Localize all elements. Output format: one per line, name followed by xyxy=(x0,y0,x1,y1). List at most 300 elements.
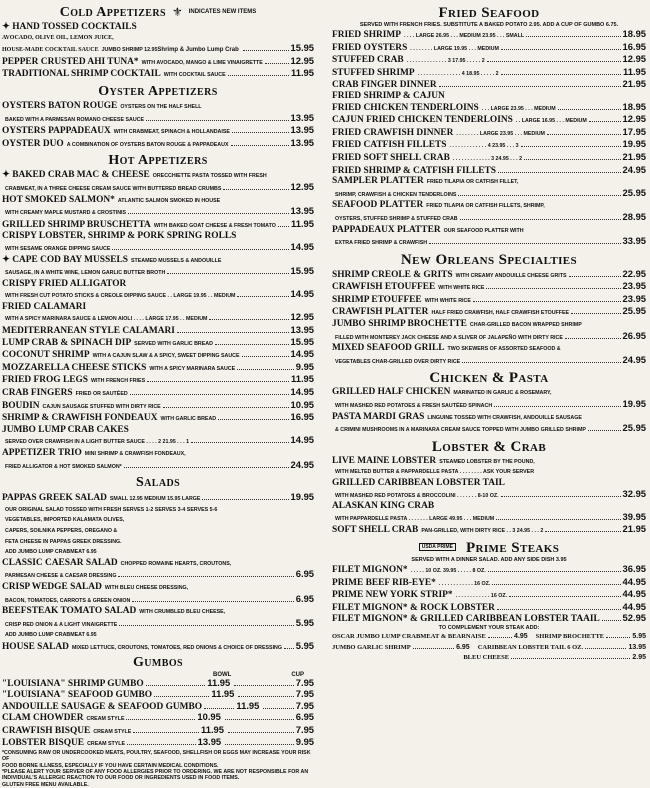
item-price: 7.95 xyxy=(295,723,315,735)
item-price: 28.95 xyxy=(622,210,646,222)
item-name: SHRIMP & CRAWFISH FONDEAUX xyxy=(2,413,158,424)
item-description: & CRIMINI MUSHROOMS IN A MARINARA CREAM SAUCE TOPPED WITH JUMBO GRILLED SHRIMP xyxy=(335,427,586,434)
oyster-appetizers-heading: Oyster Appetizers xyxy=(98,83,218,99)
item-name: FRIED SHRIMP xyxy=(332,30,402,40)
hot-item xyxy=(2,374,314,387)
item-description: WITH CRABMEAT, SPINACH & HOLLANDAISE xyxy=(113,129,230,136)
item-name: SEAFOOD PLATTER xyxy=(332,200,424,211)
dot-leader xyxy=(462,362,620,363)
salad-item xyxy=(2,515,314,526)
item-description: ORECCHIETTE PASTA TOSSED WITH FRESH xyxy=(152,173,267,180)
item-price: 11.95 xyxy=(291,67,314,79)
item-description: SERVED OVER CRAWFISH IN A LIGHT BUTTER SAUCE . . . . 2 21.95 . . . 1 xyxy=(5,439,190,446)
item-description: . . . . . . . . . . . . . 3 24.95 . . . 2 xyxy=(452,155,523,162)
item-description: WITH A CAJUN SLAW & A SPICY, SWEET DIPPING SAUCE xyxy=(92,353,240,360)
hot-item xyxy=(2,170,314,182)
item-price: 15.95 xyxy=(290,42,314,54)
new-orleans-list xyxy=(332,269,646,368)
item-name: FRIED CRAWFISH DINNER xyxy=(332,127,454,138)
salad-item xyxy=(2,505,314,516)
fleur-de-lis-icon: ⚜ xyxy=(171,5,183,19)
item-name: MEDITERRANEAN STYLE CALAMARI xyxy=(2,326,175,337)
item-price: 5.95 xyxy=(295,616,314,628)
dot-leader xyxy=(218,419,288,420)
item-description: WITH A SPICY MARINARA SAUCE xyxy=(149,365,236,372)
item-name: CRAWFISH BISQUE xyxy=(2,725,91,736)
dot-leader xyxy=(237,296,288,297)
dot-leader xyxy=(232,132,289,133)
topping-name: JUMBO GARLIC SHRIMP xyxy=(332,643,411,651)
item-price: 39.95 xyxy=(622,510,646,522)
item-description: WITH GARLIC BREAD xyxy=(160,416,217,423)
steaks-header xyxy=(332,537,646,557)
dot-leader xyxy=(146,685,206,686)
chicken-item xyxy=(332,423,646,436)
hot-item xyxy=(2,231,314,242)
salad-item xyxy=(2,492,314,505)
gumbo-item xyxy=(2,725,314,738)
hot-item xyxy=(2,435,314,448)
prime-steaks-heading: Prime Steaks xyxy=(465,539,560,556)
salad-item xyxy=(2,594,314,607)
chicken-item xyxy=(332,387,646,399)
item-price: 7.95 xyxy=(295,699,315,711)
hot-item xyxy=(2,302,314,313)
dot-leader xyxy=(588,430,621,431)
steak-item xyxy=(332,577,646,590)
salad-item xyxy=(2,569,314,582)
dot-leader xyxy=(265,63,289,64)
item-price: 14.95 xyxy=(290,434,314,446)
item-description: PAN-GRILLED, WITH DIRTY RICE . . 3 24.95 . . . 2 xyxy=(421,528,544,535)
dot-leader xyxy=(488,571,621,572)
item-description: OYSTERS, STUFFED SHRIMP & STUFFED CRAB xyxy=(335,215,458,222)
topping-name: OSCAR JUMBO LUMP CRABMEAT & BEARNAISE xyxy=(332,632,486,640)
item-name: APPETIZER TRIO xyxy=(2,448,82,458)
fried-item xyxy=(332,236,646,249)
prime-steaks-subtitle: SERVED WITH A DINNER SALAD. ADD ANY SIDE DISH 3.95 xyxy=(411,556,567,563)
nola-item xyxy=(332,294,646,307)
gumbo-item xyxy=(2,678,314,690)
new-items-note: INDICATES NEW ITEMS xyxy=(188,9,257,15)
fried-item xyxy=(332,212,646,225)
item-name: OYSTERS PAPPADEAUX xyxy=(2,126,111,137)
item-bowl-price: 11.95 xyxy=(211,688,235,700)
item-description: . . . . . . . . . . . . 16 OZ. xyxy=(455,593,508,600)
hot-item xyxy=(2,412,314,425)
dot-leader xyxy=(501,496,621,497)
item-description: WITH PAPPARDELLE PASTA . . . . . . . LARGE 49.95 . . . MEDIUM xyxy=(335,515,495,522)
topping-price: 2.95 xyxy=(632,654,647,662)
usda-prime-seal: USDA PRIME xyxy=(419,543,456,551)
item-description: WITH CREAMY ANDOUILLE CHEESE GRITS xyxy=(455,272,567,279)
fried-item xyxy=(332,200,646,212)
item-description: WITH BLEU CHEESE DRESSING, xyxy=(104,584,189,591)
chicken-item xyxy=(332,412,646,424)
item-description: SAUSAGE, IN A WHITE WINE, LEMON GARLIC BUTTER BROTH xyxy=(5,270,166,277)
lobster-crab-heading: Lobster & Crab xyxy=(431,438,547,455)
salad-item xyxy=(2,537,314,548)
gumbo-item xyxy=(2,737,314,750)
dot-leader xyxy=(509,596,620,597)
dot-leader xyxy=(133,732,199,733)
topping-name: BLEU CHEESE xyxy=(463,654,510,662)
item-price: 7.95 xyxy=(295,688,314,700)
item-description: WITH FRENCH FRIES xyxy=(90,378,146,385)
item-description: WITH A SPICY MARINARA SAUCE & LEMON AIOLI . . . . LARGE 17.95 . . MEDIUM xyxy=(5,316,208,323)
cold-item xyxy=(2,43,314,56)
item-name: GRILLED CARIBBEAN LOBSTER TAIL xyxy=(332,478,505,488)
dot-leader xyxy=(429,243,620,244)
item-description: ATLANTIC SALMON SMOKED IN HOUSE xyxy=(117,197,221,204)
fried-item xyxy=(332,225,646,237)
dot-leader xyxy=(130,394,289,395)
fried-item xyxy=(332,165,646,177)
salad-item xyxy=(2,630,314,641)
item-description: . . LARGE 16.95 . . . MEDIUM xyxy=(515,118,587,125)
item-price: 52.95 xyxy=(622,612,646,624)
dot-leader xyxy=(126,719,195,720)
item-description: CRISP RED ONION & A LIGHT VINAIGRETTE xyxy=(5,621,118,628)
item-description: BACON, TOMATOES, CARROTS & GREEN ONION xyxy=(5,597,131,604)
dot-leader xyxy=(225,744,294,745)
item-description: WITH CRUMBLED BLEU CHEESE, xyxy=(139,609,226,616)
steak-item xyxy=(332,564,646,577)
item-name: LOBSTER BISQUE xyxy=(2,738,85,749)
allergy-notes xyxy=(2,750,314,788)
item-description: HALF FRIED CRAWFISH, HALF CRAWFISH ETOUFFEE xyxy=(431,310,570,317)
item-description: WITH MASHED RED POTATOES & BROCCOLINI . . . . . . . 8-10 OZ. xyxy=(335,492,499,499)
item-price: 13.95 xyxy=(290,124,314,136)
allergy-note-line: FOOD BORNE ILLNESS, ESPECIALLY IF YOU HAVE CERTAIN MEDICAL CONDITIONS. xyxy=(2,762,219,769)
item-description: . . . . . . . . LARGE 19.95 . . . MEDIUM xyxy=(410,45,499,52)
steak-item xyxy=(332,613,646,625)
dot-leader xyxy=(524,159,621,160)
item-description: LINGUINE TOSSED WITH CRAWFISH, ANDOUILLE SAUSAGE xyxy=(427,414,582,421)
dot-leader xyxy=(234,685,294,686)
item-name: ✦ CAPE COD BAY MUSSELS xyxy=(2,254,128,265)
item-name: "LOUISIANA" SEAFOOD GUMBO xyxy=(2,690,153,701)
topping-name: SHRIMP BROCHETTE xyxy=(535,632,605,640)
item-name: LUMP CRAB & SPINACH DIP xyxy=(2,337,132,348)
dot-leader xyxy=(589,121,621,122)
hot-item xyxy=(2,460,314,473)
dot-leader xyxy=(413,648,454,649)
dot-leader xyxy=(237,369,294,370)
item-price: 32.95 xyxy=(622,487,646,499)
item-name: CRAB FINGER DINNER xyxy=(332,80,437,91)
item-price: 17.95 xyxy=(622,125,646,137)
item-description: MIXED LETTUCE, CROUTONS, TOMATOES, RED ONIONS & CHOICE OF DRESSING xyxy=(71,644,282,651)
hot-item xyxy=(2,349,314,362)
item-name: JUMBO LUMP CRAB CAKES xyxy=(2,424,129,435)
item-description: ADD JUMBO LUMP CRABMEAT 6.95 xyxy=(5,632,97,639)
item-price: 9.95 xyxy=(295,736,315,748)
item-description: FILLED WITH MONTEREY JACK CHEESE AND A SLIVER OF JALAPEÑO WITH DIRTY RICE xyxy=(335,334,563,341)
hot-item xyxy=(2,312,314,325)
cup-label: CUP xyxy=(291,671,304,678)
hot-appetizers-heading: Hot Appetizers xyxy=(108,153,208,169)
item-price: 18.95 xyxy=(622,100,646,112)
topping-row xyxy=(332,632,646,643)
item-description: WITH COCKTAIL SAUCE xyxy=(163,72,226,79)
item-name: SOFT SHELL CRAB xyxy=(332,525,419,536)
item-option-label: Shrimp & Jumbo Lump Crab xyxy=(157,47,239,54)
oyster-appetizers-list xyxy=(2,101,314,150)
item-description: WITH MASHED RED POTATOES & FRESH SAUTÉED SPINACH xyxy=(335,403,493,410)
lobster-item xyxy=(332,524,646,537)
fried-item xyxy=(332,91,646,102)
item-price: 12.95 xyxy=(290,180,314,192)
item-name: FRIED SHRIMP & CAJUN xyxy=(332,90,445,101)
item-price: 11.95 xyxy=(291,373,314,385)
item-name: FILET MIGNON* & GRILLED CARIBBEAN LOBSTER TAAIL xyxy=(332,614,600,625)
item-price: 44.95 xyxy=(622,600,646,612)
item-name: ANDOUILLE SAUSAGE & SEAFOOD GUMBO xyxy=(2,701,203,712)
item-description: A COMBINATION OF OYSTERS BATON ROUGE & PAPPADEAUX xyxy=(66,141,229,148)
item-name: BEEFSTEAK TOMATO SALAD xyxy=(2,606,137,617)
item-description: . . . . . . . . . . . . . 4 23.95 . . . 3 xyxy=(449,143,519,150)
dot-leader xyxy=(225,719,294,720)
topping-row xyxy=(332,653,646,664)
item-price: 23.95 xyxy=(622,292,646,304)
new-orleans-heading: New Orleans Specialties xyxy=(400,251,578,268)
item-price: 11.95 xyxy=(291,217,314,229)
right-column xyxy=(332,2,646,664)
item-name: HOUSE-MADE COCKTAIL SAUCE xyxy=(2,47,99,54)
item-price: 15.95 xyxy=(290,265,314,277)
fried-item xyxy=(332,188,646,201)
hot-item xyxy=(2,195,314,207)
item-name: SHRIMP CREOLE & GRITS xyxy=(332,269,453,280)
fried-item xyxy=(332,42,646,55)
hot-item xyxy=(2,206,314,219)
dot-leader xyxy=(223,189,288,190)
item-price: 21.95 xyxy=(622,523,646,535)
item-price: 12.95 xyxy=(290,54,314,66)
item-name: AVOCADO, OLIVE OIL, LEMON JUICE, xyxy=(2,34,114,41)
item-description: SHRIMP, CRAWFISH & CHICKEN TENDERLOINS xyxy=(335,191,457,198)
item-name: FRIED FROG LEGS xyxy=(2,375,88,386)
salads-list xyxy=(2,492,314,653)
item-price: 19.95 xyxy=(622,138,646,150)
item-name: PASTA MARDI GRAS xyxy=(332,411,425,422)
topping-price: 13.95 xyxy=(628,643,646,651)
allergy-note-line: INDIVIDUAL'S ALLERGIC REACTION TO OUR FOOD OR INGREDIENTS USED IN FOOD ITEMS. xyxy=(2,775,240,782)
lobster-item xyxy=(332,456,646,468)
hot-item xyxy=(2,425,314,436)
lobster-item xyxy=(332,467,646,478)
fried-item xyxy=(332,152,646,165)
nola-item xyxy=(332,281,646,294)
hot-item xyxy=(2,448,314,460)
item-description: FETA CHEESE IN PAPPAS GREEK DRESSING. xyxy=(5,538,122,545)
item-name: FILET MIGNON* & ROCK LOBSTER xyxy=(332,602,495,613)
item-bowl-price: 10.95 xyxy=(197,711,221,723)
item-bowl-price: 11.95 xyxy=(207,676,231,688)
item-name: MOZZARELLA CHEESE STICKS xyxy=(2,362,147,373)
dot-leader xyxy=(202,499,288,500)
item-name: SHRIMP ETOUFFEE xyxy=(332,294,422,305)
item-name: CAJUN FRIED CHICKEN TENDERLOINS xyxy=(332,115,513,126)
item-description: WITH FRESH CUT POTATO STICKS & CREOLE DIPPING SAUCE . . LARGE 19.95 . . MEDIUM xyxy=(5,293,236,300)
item-name: FRIED SOFT SHELL CRAB xyxy=(332,152,450,163)
item-name: "LOUISIANA" SHRIMP GUMBO xyxy=(2,678,144,689)
item-price: 15.95 xyxy=(290,335,314,347)
item-name: ✦ HAND TOSSED COCKTAILS xyxy=(2,22,137,32)
hot-item xyxy=(2,387,314,400)
item-description: JUMBO SHRIMP 12.95 xyxy=(101,47,158,54)
cold-item xyxy=(2,22,314,33)
dot-leader xyxy=(501,74,622,75)
item-name: STUFFED SHRIMP xyxy=(332,67,415,78)
nola-item xyxy=(332,355,646,368)
item-name: FRIED CALAMARI xyxy=(2,301,87,312)
fried-item xyxy=(332,54,646,67)
item-name: GRILLED HALF CHICKEN xyxy=(332,387,451,398)
item-name: MIXED SEAFOOD GRILL xyxy=(332,343,445,354)
item-price: 25.95 xyxy=(622,422,646,434)
item-price: 21.95 xyxy=(622,150,646,162)
item-price: 14.95 xyxy=(290,348,314,360)
fried-seafood-list xyxy=(332,29,646,249)
dot-leader xyxy=(498,172,621,173)
item-price: 18.95 xyxy=(622,28,646,39)
item-description: WITH AVOCADO, MANGO & LIME VINAIGRETTE xyxy=(141,59,263,66)
item-price: 13.95 xyxy=(290,324,314,336)
item-price: 21.95 xyxy=(622,78,646,90)
dot-leader xyxy=(243,50,289,51)
item-name: ALASKAN KING CRAB xyxy=(332,501,435,512)
item-description: CREAM STYLE xyxy=(93,728,132,735)
item-description: MINI SHRIMP & CRAWFISH FONDEAUX, xyxy=(84,451,186,457)
gumbos-heading: Gumbos xyxy=(133,654,183,670)
item-price: 13.95 xyxy=(290,111,314,123)
lobster-item xyxy=(332,478,646,489)
salad-item xyxy=(2,558,314,570)
item-price: 12.95 xyxy=(290,311,314,323)
dot-leader xyxy=(118,576,293,577)
item-description: FRIED ALLIGATOR & HOT SMOKED SALMON* xyxy=(5,463,122,470)
hot-item xyxy=(2,255,314,267)
item-description: TWO SKEWERS OF ASSORTED SEAFOOD & xyxy=(447,346,561,353)
item-name: FRIED CHICKEN TENDERLOINS xyxy=(332,102,479,113)
dot-leader xyxy=(494,406,620,407)
item-price: 25.95 xyxy=(622,186,646,198)
dot-leader xyxy=(119,625,294,626)
salad-item xyxy=(2,641,314,654)
hot-item xyxy=(2,182,314,195)
dot-leader xyxy=(215,344,289,345)
item-price: 16.95 xyxy=(622,40,646,52)
steak-toppings-list xyxy=(332,632,646,664)
dot-leader xyxy=(191,442,288,443)
hot-item xyxy=(2,279,314,290)
salad-item xyxy=(2,606,314,618)
item-name: PRIME NEW YORK STRIP* xyxy=(332,590,453,601)
chicken-pasta-heading: Chicken & Pasta xyxy=(429,370,549,387)
salad-item xyxy=(2,526,314,537)
item-description: CAPERS, SOILNIKA PEPPERS, OREGANO & xyxy=(5,527,118,534)
item-name: FRIED CATFISH FILLETS xyxy=(332,140,447,151)
item-price: 10.95 xyxy=(290,398,314,410)
hot-appetizers-list xyxy=(2,170,314,472)
hot-item xyxy=(2,219,314,232)
item-bowl-price: 13.95 xyxy=(197,736,222,748)
item-price: 14.95 xyxy=(290,288,314,300)
item-description: CHOPPED ROMAINE HEARTS, CROUTONS, xyxy=(120,560,232,567)
item-name: BOUDIN xyxy=(2,400,40,411)
fried-item xyxy=(332,114,646,127)
item-name: CRAWFISH ETOUFFEE xyxy=(332,282,436,293)
dot-leader xyxy=(501,49,621,50)
dot-leader xyxy=(154,696,209,697)
nola-item xyxy=(332,269,646,282)
dot-leader xyxy=(128,213,288,214)
item-price: 25.95 xyxy=(622,305,646,317)
item-price: 6.95 xyxy=(295,568,314,580)
item-name: PRIME BEEF RIB-EYE* xyxy=(332,577,436,588)
dot-leader xyxy=(521,146,621,147)
item-name: CLASSIC CAESAR SALAD xyxy=(2,557,118,568)
dot-leader xyxy=(127,744,196,745)
cold-item xyxy=(2,68,314,81)
item-name: HOUSE SALAD xyxy=(2,641,69,652)
gumbo-item xyxy=(2,701,314,713)
gumbo-item xyxy=(2,689,314,701)
dot-leader xyxy=(569,276,621,277)
prime-steaks-list xyxy=(332,564,646,625)
dot-leader xyxy=(439,86,621,87)
topping-name: CARIBBEAN LOBSTER TAIL 6 OZ. xyxy=(477,643,584,651)
fried-item xyxy=(332,127,646,140)
dot-leader xyxy=(231,145,289,146)
dot-leader xyxy=(228,75,289,76)
fried-item xyxy=(332,139,646,152)
item-description: . . . . . . . . . . . . . . . 4 18.95 . . . . . 2 xyxy=(417,70,499,77)
dot-leader xyxy=(497,609,621,610)
fried-item xyxy=(332,67,646,80)
item-description: FRIED TILAPIA OR CATFISH FILLET, xyxy=(426,179,519,186)
item-name: CRISPY LOBSTER, SHRIMP & PORK SPRING ROLLS xyxy=(2,231,237,242)
item-bowl-price: 11.95 xyxy=(201,723,224,735)
item-name: CLAM CHOWDER xyxy=(2,713,84,724)
dot-leader xyxy=(558,109,621,110)
gumbo-item xyxy=(2,712,314,725)
item-description: . . . . LARGE 26.95 . . . MEDIUM 23.95 . . . SMALL xyxy=(404,33,525,39)
item-description: . . . . . . . . . . . . 16 OZ. xyxy=(438,580,491,587)
item-name: FRIED SHRIMP & CATFISH FILLETS xyxy=(332,165,496,176)
dot-leader xyxy=(147,381,289,382)
item-price: 16.95 xyxy=(290,411,314,423)
salad-item xyxy=(2,547,314,558)
lobster-item xyxy=(332,489,646,502)
topping-price: 5.95 xyxy=(632,632,646,640)
dot-leader xyxy=(177,332,289,333)
item-description: WITH WHITE RICE xyxy=(424,297,471,304)
fried-seafood-subtitle: SERVED WITH FRENCH FRIES. SUBSTITUTE A BAKED POTATO 2.95. ADD A CUP OF GUMBO 6.75. xyxy=(359,22,619,28)
dot-leader xyxy=(488,637,512,638)
item-name: LIVE MAINE LOBSTER xyxy=(332,455,437,466)
topping-row xyxy=(332,643,646,654)
dot-leader xyxy=(112,249,288,250)
cold-header xyxy=(2,2,314,22)
nola-item xyxy=(332,306,646,319)
fried-item xyxy=(332,176,646,188)
topping-title: TO COMPLEMENT YOUR STEAK ADD: xyxy=(438,624,540,631)
item-name: SAMPLER PLATTER xyxy=(332,176,424,187)
dot-leader xyxy=(132,601,293,602)
